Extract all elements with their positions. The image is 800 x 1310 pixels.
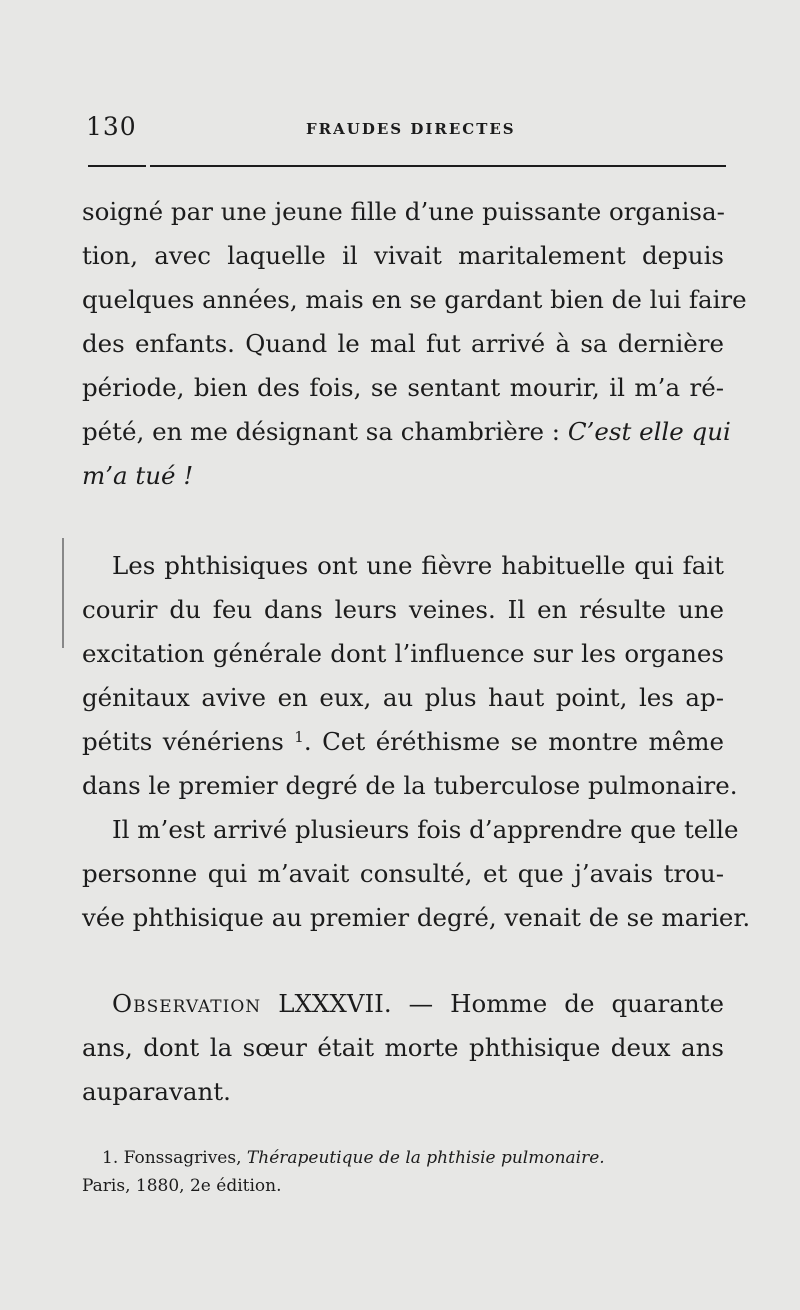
p3-line-1: Il m’est arrivé plusieurs fois d’apprendre que telle xyxy=(112,815,739,844)
p2-line-5-text: pétits vénériens xyxy=(82,727,295,756)
p1-quote-end: m’a tué ! xyxy=(82,461,194,490)
margin-pencil-mark xyxy=(62,538,64,648)
footnote-marker: 1. xyxy=(102,1148,124,1168)
p1-line-6-text: pété, en me désignant sa chambrière : xyxy=(82,417,568,446)
p3-line-3: vée phthisique au premier degré, venait de se marier. xyxy=(82,903,751,932)
p2-line-1: Les phthisiques ont une fièvre habituelle qui fait xyxy=(112,551,724,580)
footnote-line-1 xyxy=(82,1144,724,1172)
p2-line-5-rest: . Cet éréthisme se montre même xyxy=(303,727,724,756)
p2-line-2: courir du feu dans leurs veines. Il en résulte une xyxy=(82,595,724,624)
p2-line-6: dans le premier degré de la tuberculose pulmonaire. xyxy=(82,771,738,800)
page-number: 130 xyxy=(86,112,137,141)
p1-line-6 xyxy=(82,410,731,454)
running-title: FRAUDES DIRECTES xyxy=(306,120,516,138)
p1-line-3: quelques années, mais en se gardant bien de lui faire xyxy=(82,285,747,314)
p1-line-5: période, bien des fois, se sentant mourir, il m’a ré- xyxy=(82,373,724,402)
p1-quote-start: C’est elle qui xyxy=(567,417,731,446)
p1-line-2: tion, avec laquelle il vivait maritalement depuis xyxy=(82,241,724,270)
p1-line-7 xyxy=(82,454,724,498)
p4-line-1-text: LXXXVII. — Homme de quarante xyxy=(261,989,724,1018)
p4-line-1 xyxy=(82,982,724,1026)
p2-line-3: excitation générale dont l’influence sur les organes xyxy=(82,639,724,668)
header-rule-left xyxy=(88,165,146,167)
p2-line-5 xyxy=(82,720,724,764)
p1-line-4: des enfants. Quand le mal fut arrivé à sa dernière xyxy=(82,329,724,358)
p4-line-3: auparavant. xyxy=(82,1077,231,1106)
p4-line-2: ans, dont la sœur était morte phthisique deux ans xyxy=(82,1033,724,1062)
footnote-reference: 1 xyxy=(294,728,304,746)
observation-label: Observation xyxy=(112,989,262,1018)
p1-line-1: soigné par une jeune fille d’une puissante organisa- xyxy=(82,197,725,226)
footnote-author: Fonssagrives, xyxy=(123,1148,247,1168)
footnote-line-2: Paris, 1880, 2e édition. xyxy=(82,1176,282,1196)
header-rule-right xyxy=(150,165,726,167)
page-header xyxy=(84,112,724,146)
p2-line-4: génitaux avive en eux, au plus haut point, les ap- xyxy=(82,683,724,712)
footnote-title: Thérapeutique de la phthisie pulmonaire. xyxy=(246,1148,605,1168)
p3-line-2: personne qui m’avait consulté, et que j’avais trou- xyxy=(82,859,724,888)
